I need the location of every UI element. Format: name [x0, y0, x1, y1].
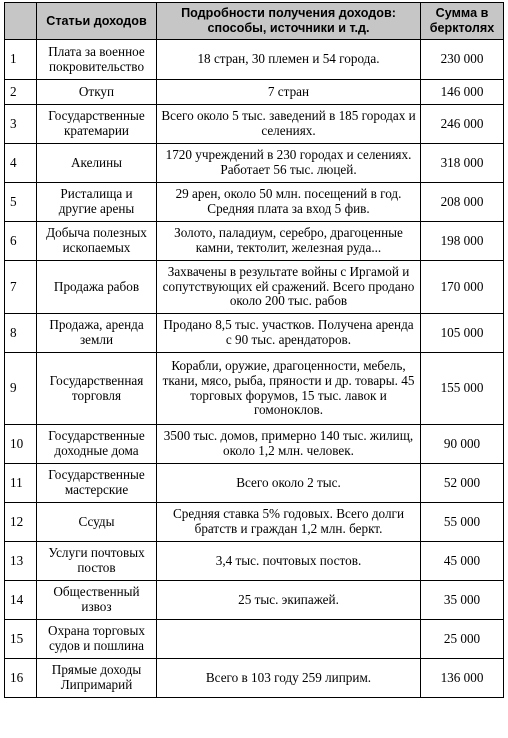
table-row — [5, 105, 504, 144]
table-row — [5, 40, 504, 80]
table-row — [5, 261, 504, 314]
row-income-item: Плата за военное покровительство — [37, 40, 157, 80]
row-amount: 55 000 — [421, 503, 504, 542]
row-income-item: Охрана торговых судов и пошлина — [37, 620, 157, 659]
row-income-details: 29 арен, около 50 млн. посещений в год. Средняя плата за вход 5 фив. — [157, 183, 421, 222]
header-number — [5, 3, 37, 40]
row-amount: 246 000 — [421, 105, 504, 144]
row-income-details: Продано 8,5 тыс. участков. Получена аренда с 90 тыс. арендаторов. — [157, 314, 421, 353]
row-number: 15 — [5, 620, 37, 659]
row-number: 14 — [5, 581, 37, 620]
row-amount: 230 000 — [421, 40, 504, 80]
row-number: 10 — [5, 425, 37, 464]
row-number: 7 — [5, 261, 37, 314]
row-income-details: 1720 учреждений в 230 городах и селениях. Работает 56 тыс. люцей. — [157, 144, 421, 183]
row-number: 2 — [5, 80, 37, 105]
row-income-details: 18 стран, 30 племен и 54 города. — [157, 40, 421, 80]
row-amount: 52 000 — [421, 464, 504, 503]
income-table — [4, 2, 504, 698]
header-amount: Сумма в берктолях — [421, 3, 504, 40]
row-income-item: Государственная торговля — [37, 353, 157, 425]
header-row — [5, 3, 504, 40]
header-income-item: Статьи доходов — [37, 3, 157, 40]
table-row — [5, 353, 504, 425]
row-income-item: Ссуды — [37, 503, 157, 542]
table-row — [5, 503, 504, 542]
table-header — [5, 3, 504, 40]
table-row — [5, 581, 504, 620]
row-amount: 35 000 — [421, 581, 504, 620]
row-income-item: Продажа, аренда земли — [37, 314, 157, 353]
row-income-item: Услуги почтовых постов — [37, 542, 157, 581]
row-number: 1 — [5, 40, 37, 80]
table-body — [5, 40, 504, 698]
row-number: 8 — [5, 314, 37, 353]
row-number: 5 — [5, 183, 37, 222]
row-income-details: 25 тыс. экипажей. — [157, 581, 421, 620]
table-row — [5, 620, 504, 659]
row-income-item: Общественный извоз — [37, 581, 157, 620]
row-amount: 198 000 — [421, 222, 504, 261]
row-number: 4 — [5, 144, 37, 183]
row-income-item: Ристалища и другие арены — [37, 183, 157, 222]
row-income-details: Всего около 2 тыс. — [157, 464, 421, 503]
header-income-details: Подробности получения доходов: способы, источники и т.д. — [157, 3, 421, 40]
row-number: 16 — [5, 659, 37, 698]
row-income-item: Акелины — [37, 144, 157, 183]
row-income-details: Всего около 5 тыс. заведений в 185 городах и селениях. — [157, 105, 421, 144]
row-amount: 146 000 — [421, 80, 504, 105]
table-row — [5, 144, 504, 183]
table-row — [5, 222, 504, 261]
row-income-item: Откуп — [37, 80, 157, 105]
row-number: 11 — [5, 464, 37, 503]
row-income-details: 3500 тыс. домов, примерно 140 тыс. жилищ, около 1,2 млн. человек. — [157, 425, 421, 464]
row-income-details: 3,4 тыс. почтовых постов. — [157, 542, 421, 581]
row-income-item: Продажа рабов — [37, 261, 157, 314]
table-row — [5, 464, 504, 503]
row-amount: 155 000 — [421, 353, 504, 425]
row-amount: 90 000 — [421, 425, 504, 464]
row-income-item: Государственные мастерские — [37, 464, 157, 503]
row-number: 13 — [5, 542, 37, 581]
row-number: 3 — [5, 105, 37, 144]
row-amount: 170 000 — [421, 261, 504, 314]
row-income-details: Захвачены в результате войны с Иргамой и сопутствующих ей сражений. Всего продано около 200 тыс. рабов — [157, 261, 421, 314]
row-income-details: 7 стран — [157, 80, 421, 105]
row-amount: 25 000 — [421, 620, 504, 659]
row-amount: 208 000 — [421, 183, 504, 222]
row-number: 9 — [5, 353, 37, 425]
row-income-details: Корабли, оружие, драгоценности, мебель, ткани, мясо, рыба, пряности и др. товары. 45 торговых форумов, 15 тыс. лавок и гомоноклов. — [157, 353, 421, 425]
row-amount: 136 000 — [421, 659, 504, 698]
row-income-item: Добыча полезных ископаемых — [37, 222, 157, 261]
income-table-container — [4, 2, 503, 698]
row-income-item: Прямые доходы Липримарий — [37, 659, 157, 698]
row-income-details — [157, 620, 421, 659]
row-amount: 318 000 — [421, 144, 504, 183]
row-number: 6 — [5, 222, 37, 261]
row-income-item: Государственные доходные дома — [37, 425, 157, 464]
row-amount: 105 000 — [421, 314, 504, 353]
table-row — [5, 659, 504, 698]
row-income-details: Средняя ставка 5% годовых. Всего долги братств и граждан 1,2 млн. беркт. — [157, 503, 421, 542]
row-number: 12 — [5, 503, 37, 542]
row-amount: 45 000 — [421, 542, 504, 581]
row-income-details: Золото, паладиум, серебро, драгоценные камни, тектолит, железная руда... — [157, 222, 421, 261]
table-row — [5, 314, 504, 353]
row-income-item: Государственные кратемарии — [37, 105, 157, 144]
table-row — [5, 425, 504, 464]
table-row — [5, 183, 504, 222]
table-row — [5, 80, 504, 105]
row-income-details: Всего в 103 году 259 липрим. — [157, 659, 421, 698]
table-row — [5, 542, 504, 581]
